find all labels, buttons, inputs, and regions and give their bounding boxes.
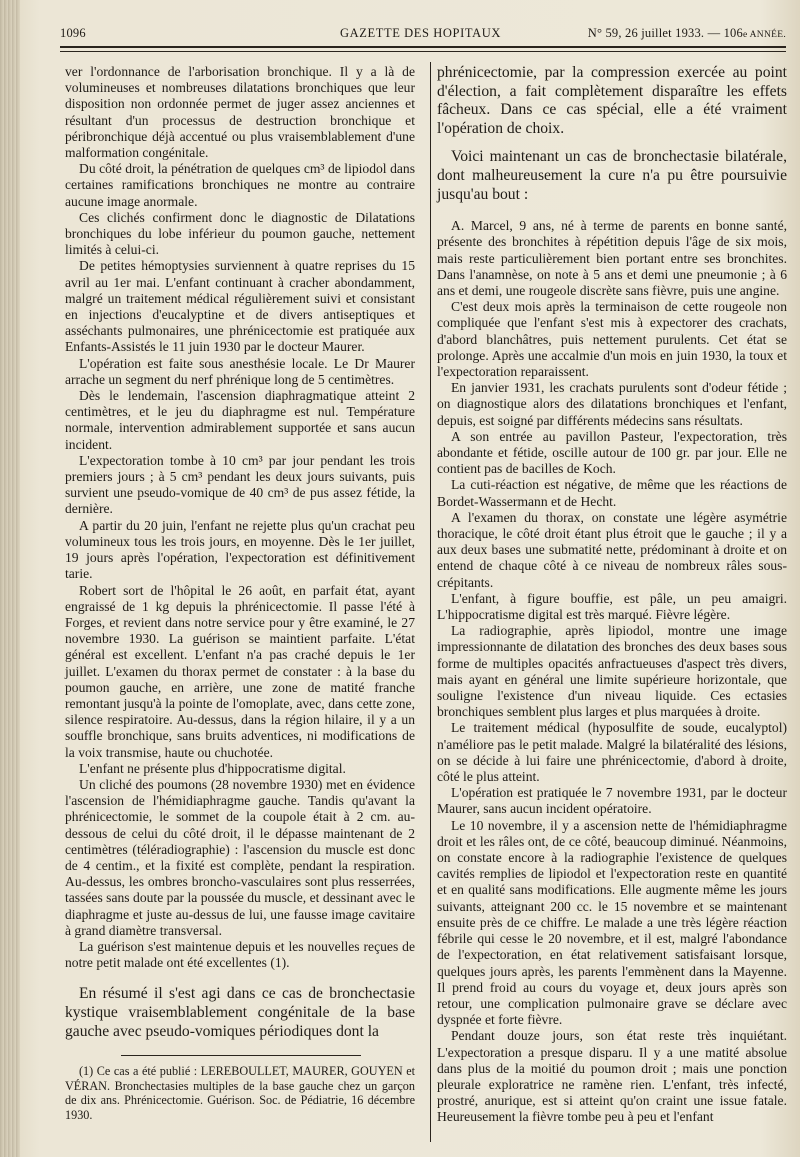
paragraph: L'enfant, à figure bouffie, est pâle, un peu amaigri. L'hippocratisme digital est très marqué. Fièvre légère. (437, 590, 787, 623)
intro-paragraph: Voici maintenant un cas de bronchectasie bilatérale, dont malheureusement la cure n'a pu être poursuivie jusqu'au bout : (437, 148, 787, 203)
paragraph: C'est deux mois après la terminaison de cette rougeole non compliquée que l'enfant s'est mis à expectorer des crachats, d'abord blanchâtres, puis nettement purulents. Cet état se prolonge. Après une accalmie d'un mois en juin 1930, la toux et l'expectoration reparaissent. (437, 299, 787, 379)
paragraph: Robert sort de l'hôpital le 26 août, en parfait état, ayant engraissé de 1 kg depuis la phrénicectomie. Il passe l'été à Forges, et revient dans notre service pour y être examiné, le 27 novembre 1930. La guérison se maintient parfaite. L'état général est excellent. L'enfant n'a pas craché depuis le 1er juillet. L'examen du thorax permet de constater : à la base du poumon gauche, en arrière, une zone de matité franche remontant jusqu'à la pointe de l'omoplate, avec, dans cette zone, silence respiratoire. Au-dessus, dans la région hilaire, il y a un souffle bronchique, sans bruits adventices, ni modifications de la voix transmise, haute ou chuchotée. (65, 582, 415, 760)
paragraph: L'opération est faite sous anesthésie locale. Le Dr Maurer arrache un segment du nerf phrénique long de 5 centimètres. (65, 355, 415, 387)
paragraph: Le 10 novembre, il y a ascension nette de l'hémidiaphragme droit et les râles ont, de ce côté, beaucoup diminué. Néanmoins, on constate encore à la radiographie l'existence de quelques cavités remplies de lipiodol et l'expectoration reste en quantité et en qualité sans modifications. Elle augmente même les jours suivants, atteignant 200 cc. le 15 novembre et se maintenant ensuite près de ce chiffre. Le malade a une très légère réaction fébrile qui cesse le 20 novembre, et il est, malgré l'abondance de l'expectoration, en état relativement satisfaisant lorsque, quelques jours après, les parents l'emmènent dans la Mayenne. Il prend froid au cours du voyage et, deux jours après son retour, une complication pulmonaire grave se déclare avec dyspnée et forte fièvre. (437, 817, 787, 1028)
issue-suffix: e ANNÉE. (742, 30, 786, 40)
paragraph: La guérison s'est maintenue depuis et les nouvelles reçues de notre petit malade ont été excellentes (1). (65, 938, 415, 971)
paragraph: Dès le lendemain, l'ascension diaphragmatique atteint 2 centimètres, et le jeu du diaphragme est nul. Température normale, intervention admirablement supportée et sans aucun incident. (65, 388, 415, 452)
summary-paragraph: En résumé il s'est agi dans ce cas de bronchectasie kystique vraisemblablement congénitale de la base gauche avec pseudo-vomiques périodiques dont la (65, 985, 415, 1040)
paragraph: L'opération est pratiquée le 7 novembre 1931, par le docteur Maurer, sans aucun incident opératoire. (437, 785, 787, 817)
paragraph: A. Marcel, 9 ans, né à terme de parents en bonne santé, présente des bronchites à répétition depuis l'âge de six mois, mais reste particulièrement bien portant entre ses bronchites. Dans l'anamnèse, on note à 5 ans et demi une pneumonie ; à 6 ans et demi, une rougeole discrète sans fièvre, puis une angine. (437, 218, 787, 298)
footnote: (1) Ce cas a été publié : LEREBOULLET, MAURER, GOUYEN et VÉRAN. Bronchectasies multiples de la base gauche chez un garçon de dix ans. Phrénicectomie. Guérison. Soc. de Pédiatrie, 16 décembre 1930. (65, 1064, 415, 1122)
paragraph: Le traitement médical (hyposulfite de soude, eucalyptol) n'améliore pas le petit malade. Malgré la bilatéralité des lésions, on se décide à lui faire une phrénicectomie, d'abord à droite, côté le plus atteint. (437, 720, 787, 785)
paragraph: La cuti-réaction est négative, de même que les réactions de Bordet-Wassermann et de Hecht. (437, 477, 787, 509)
left-column (65, 64, 415, 1123)
header-rule-thick (60, 46, 786, 48)
paragraph: A partir du 20 juin, l'enfant ne rejette plus qu'un crachat peu volumineux tous les trois jours, en moyenne. Dès le 1er juillet, 19 jours après l'opération, l'expectoration est définitivement tarie. (65, 517, 415, 582)
issue-text: N° 59, 26 juillet 1933. — 106 (587, 26, 743, 40)
paragraph: En janvier 1931, les crachats purulents sont d'odeur fétide ; on diagnostique alors des dilatations bronchiques et l'enfant, depuis, est soigné par différents médecins sans résultats. (437, 380, 787, 428)
running-header (60, 22, 786, 44)
paragraph: Du côté droit, la pénétration de quelques cm³ de lipiodol dans certaines ramifications bronchiques ne montre au contraire aucune image anormale. (65, 161, 415, 209)
paragraph: De petites hémoptysies surviennent à quatre reprises du 15 avril au 1er mai. L'enfant continuant à cracher abondamment, malgré un traitement médical régulièrement suivi et consistant en injections d'eucalyptine et de divers antiseptiques et asséchants pulmonaires, une phrénicectomie est pratiquée aux Enfants-Assistés le 11 juin 1930 par le docteur Maurer. (65, 258, 415, 355)
right-column (437, 64, 787, 1126)
footnote-rule (121, 1055, 361, 1056)
paragraph: Pendant douze jours, son état reste très inquiétant. L'expectoration a presque disparu. Il y a une matité absolue dans plus de la moitié du poumon droit ; mais une ponction pleurale exploratrice ne ramène rien. L'enfant, très infecté, prostré, anurique, est si atteint qu'on craint une issue fatale. Heureusement la fièvre tombe peu à peu et l'enfant (437, 1028, 787, 1125)
paragraph: Un cliché des poumons (28 novembre 1930) met en évidence l'ascension de l'hémidiaphragme gauche. Tandis qu'avant la phrénicectomie, le sommet de la coupole était à 2 cm. au-dessous de celui du côté droit, il le dépasse maintenant de 2 centimètres (téléradiographie) : l'ascension du muscle est donc de 4 centim., et la fixité est complète, pendant la respiration. Au-dessus, les ombres broncho-vasculaires sont plus resserrées, tassées sans doute par la poussée du muscle, et dessinant avec le diaphragme et juste au-dessus de lui, une fausse image cavitaire à grand diamètre transversal. (65, 776, 415, 938)
paragraph: A son entrée au pavillon Pasteur, l'expectoration, très abondante et fétide, oscille autour de 100 gr. par jour. Elle ne contient pas de bacilles de Koch. (437, 428, 787, 477)
page-number: 1096 (60, 26, 86, 40)
header-rule-thin (60, 51, 786, 52)
journal-title: GAZETTE DES HOPITAUX (340, 26, 501, 40)
paragraph: phrénicectomie, par la compression exercée au point d'élection, a fait complètement disparaître les effets fâcheux. Dans ce cas spécial, elle a été vraiment l'opération de choix. (437, 64, 787, 137)
paragraph: ver l'ordonnance de l'arborisation bronchique. Il y a là de volumineuses et nombreuses dilatations bronchiques que leur disposition non ordonnée permet de juger assez anciennes et résultant d'un processus de destruction bronchique et péribronchique déjà accentué ou plus vraisemblablement d'une malformation congénitale. (65, 64, 415, 161)
paragraph: La radiographie, après lipiodol, montre une image impressionnante de dilatation des bronches des deux bases sous forme de multiples opacités anfractueuses d'aspect très divers, mais ayant en général une limite supérieure horizontale, que souligne l'existence d'un niveau liquide. Ces ectasies bronchiques semblent plus larges et plus marquées à droite. (437, 623, 787, 720)
binding-edge (0, 0, 20, 1157)
paragraph: Ces clichés confirment donc le diagnostic de Dilatations bronchiques du lobe inférieur du poumon gauche, nettement limités à celui-ci. (65, 209, 415, 258)
paragraph: L'expectoration tombe à 10 cm³ par jour pendant les trois premiers jours ; à 5 cm³ pendant les deux jours suivants, puis survient une pseudo-vomique de 40 cm³ de pus assez fétide, la dernière. (65, 452, 415, 517)
issue-date (588, 26, 786, 41)
paragraph: A l'examen du thorax, on constate une légère asymétrie thoracique, le côté droit étant plus étroit que le gauche ; il y a aux deux bases une submatité nette, prédominant à droite et on entend de chaque côté à ce niveau de nombreux râles sous-crépitants. (437, 509, 787, 590)
column-divider (430, 62, 431, 1142)
paragraph: L'enfant ne présente plus d'hippocratisme digital. (79, 760, 346, 776)
